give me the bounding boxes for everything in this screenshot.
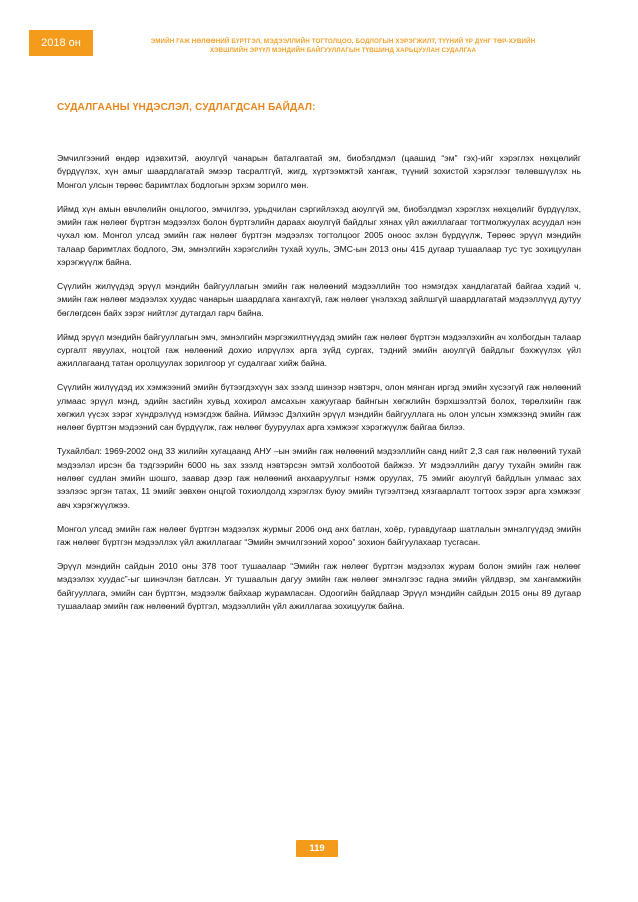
page-number: 119 xyxy=(296,840,338,857)
running-header xyxy=(108,37,578,55)
year-badge: 2018 он xyxy=(29,30,93,56)
body-text xyxy=(57,152,581,624)
running-header-line-1: ЭМИЙН ГАЖ НӨЛӨӨНИЙ БҮРТГЭЛ, МЭДЭЭЛЛИЙН ТОГТОЛЦОО, БОДЛОГЫН ХЭРЭГЖИЛТ, ТҮҮНИЙ ҮР ДҮНГ ТӨР-ХУВИЙН xyxy=(150,38,536,45)
paragraph: Иймд хүн амын өвчлөлийн онцлогоо, эмчилгээ, урьдчилан сэргийлэхэд аюулгүй эм, биобэлдмэл хэрэглэх нөхцөлийг бүрдүүлэх, эмийн гаж нөлөөг бүртгэн мэдээлэх болон бүртгэлийн дараах аюулгүй байдлыг хянах үйл ажиллагааг тогтмолжуулах асуудал нэн чухал юм. Монгол улсад эмийн гаж нөлөөг бүртгэн мэдээлэх тогтолцоог 2005 оноос эхлэн бүрдүүлж, Төрөөс эрүүл мэндийн талаар баримтлах бодлого, Эм, эмнэлгийн хэрэгслийн тухай хууль, ЭМС-ын 2013 оны 415 дугаар тушаалаар тус тус зохицуулан хэрэгжүүлж байна. xyxy=(57,203,581,268)
paragraph: Тухайлбал: 1969-2002 онд 33 жилийн хугацаанд АНУ –ын эмийн гаж нөлөөний мэдээллийн санд нийт 2,3 сая гаж нөлөөний тухай мэдээлэл ирсэн ба тэдгээрийн 6000 нь зах зээлд нэвтэрсэн эмтэй холбоотой байжээ. Уг мэдээллийн дагуу тухайн эмийн гаж нөлөөг судлан эмийн шошго, заавар дээр гаж нөлөөний анхааруулгыг нэмж оруулах, 75 эмийг аюулгүй байдлын улмаас зах зээлээс эргэн татах, 11 эмийг зөвхөн онцгой тохиолдолд хэрэглэх буюу эмийн түгээлтэнд хязгаарлалт тогтоох зэрэг арга хэмжээг авч хэрэгжүүлжээ. xyxy=(57,446,581,510)
paragraph: Иймд эрүүл мэндийн байгууллагын эмч, эмнэлгийн мэргэжилтнүүдэд эмийн гаж нөлөөг бүртгэн мэдээлэхийн ач холбогдын талаар сургалт явуулах, ноцтой гаж нөлөөний дохио илрүүлэх арга зүйд сургах, тэдний эмийн аюулгүй байдлыг бэхжүүлэх үйл ажиллагаанд татан оролцуулах зорилгоор уг судалгааг хийж байна. xyxy=(57,331,581,369)
running-header-line-2: ХЭВШЛИЙН ЭРҮҮЛ МЭНДИЙН БАЙГУУЛЛАГЫН ТҮВШИНД ХАРЬЦУУЛАН СУДАЛГАА xyxy=(209,47,477,54)
paragraph: Сүүлийн жилүүдэд эрүүл мэндийн байгууллагын эмийн гаж нөлөөний мэдээллийн тоо нэмэгдэх хандлагатай байгаа хэдий ч, эмийн гаж нөлөөг мэдээлэх хуудас чанарын шаардлага хангахгүй, гаж нөлөөг үнэлэхэд зайлшгүй шаардлагатай мэдээллүүд дутуу бөглөгдсөн байх зэрэг нийтлэг дутагдал гарч байна. xyxy=(57,281,581,318)
paragraph: Эмчилгээний өндөр идэвхитэй, аюулгүй чанарын баталгаатай эм, биобэлдмэл (цаашид “эм” гэх)-ийг хэрэглэх нөхцөлийг бүрдүүлэх, хүн амыг шаардлагатай эмээр тасралтгүй, жигд, хүртээмжтэй хангаж, түүний зохистой хэрэглээг төлөвшүүлэх нь Монгол улсын төрөөс баримтлах бодлогын эрхэм зорилго мөн. xyxy=(57,153,581,190)
paragraph: Эрүүл мэндийн сайдын 2010 оны 378 тоот тушаалаар “Эмийн гаж нөлөөг бүртгэн мэдээлэх журам болон эмийн гаж нөлөөг мэдээлэх хуудас”-ыг шинэчлэн батлсан. Уг тушаалын дагуу эмийн гаж нөлөөг эмнэлгээс гадна эмийн үйлдвэр, эм хангамжийн байгууллага, эмийн сан бүртгэн, мэдээлж байхаар журамласан. Одоогийн байдлаар Эрүүл мэндийн сайдын 2015 оны 89 дугаар тушаалаар эмийн гаж нөлөөний бүртгэл, мэдээллийн үйл ажиллагаа зохицуулж байна. xyxy=(57,560,581,612)
section-heading: СУДАЛГААНЫ ҮНДЭСЛЭЛ, СУДЛАГДСАН БАЙДАЛ: xyxy=(57,102,316,113)
paragraph: Монгол улсад эмийн гаж нөлөөг бүртгэн мэдээлэх журмыг 2006 онд анх батлан, хоёр, гуравдугаар шатлалын эмнэлгүүдэд эмийн гаж нөлөөг бүртгэн мэдээллэх үйл ажиллагааг “Эмийн эмчилгээний хороо” зохион байгуулахаар тусгасан. xyxy=(57,523,581,548)
paragraph: Сүүлийн жилүүдэд их хэмжээний эмийн бүтээгдэхүүн зах зээлд шинээр нэвтэрч, олон мянган иргэд эмийн хүсээгүй гаж нөлөөний улмаас эрүүл мэнд, эдийн засгийн хувьд хохирол амсахын хажуугаар байнгын хөгжлийн бэрхшээлтэй болох, төрөлхийн гаж хөгжил үүсэх зэрэг хүндрэлүүд нэмэгдэж байна. Иймээс Дэлхийн эрүүл мэндийн байгууллага нь олон улсын хэмжээнд эмийн гаж нөлөөг бүртгэн мэдээний сан бүрдүүлж, гаж нөлөөг бууруулах арга хэмжээг хэрэгжүүлж байгаа билээ. xyxy=(57,382,581,433)
